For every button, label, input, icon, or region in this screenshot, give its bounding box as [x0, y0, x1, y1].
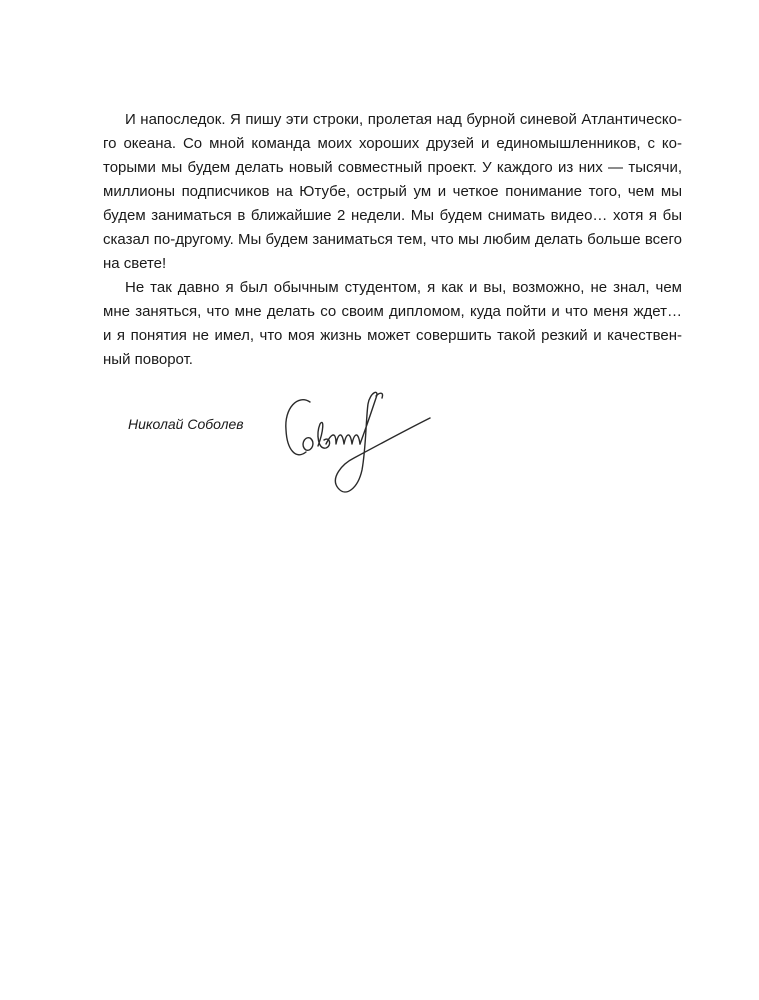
- paragraph-1-line-4: миллионы подписчиков на Ютубе, острый ум и четкое понимание того, чем мы: [103, 183, 682, 200]
- author-name: Николай Соболев: [128, 416, 244, 432]
- paragraph-1-line-2: го океана. Со мной команда моих хороших друзей и единомышленников, с ко-: [103, 135, 682, 152]
- handwritten-signature: [280, 388, 440, 508]
- signature-stroke-loop: [335, 392, 430, 492]
- signature-stroke-c: [286, 400, 310, 455]
- paragraph-1-line-5: будем заниматься в ближайшие 2 недели. Мы будем снимать видео… хотя я бы: [103, 207, 682, 224]
- signature-stroke-o: [303, 438, 313, 451]
- paragraph-1-line-3: торыми мы будем делать новый совместный проект. У каждого из них — тысячи,: [103, 159, 682, 176]
- signature-stroke-middle: [326, 435, 360, 444]
- signature-strokes: [286, 392, 430, 492]
- paragraph-2-line-2: мне заняться, что мне делать со своим дипломом, куда пойти и что меня ждет…: [103, 303, 682, 320]
- signature-stroke-b: [318, 422, 330, 448]
- paragraph-2-line-3: и я понятия не имел, что моя жизнь может совершить такой резкий и качествен-: [103, 327, 682, 344]
- paragraph-1-line-7: на свете!: [103, 255, 167, 272]
- paragraph-2-line-4: ный поворот.: [103, 351, 193, 368]
- paragraph-2-line-1: Не так давно я был обычным студентом, я как и вы, возможно, не знал, чем: [125, 279, 682, 296]
- paragraph-1-line-6: сказал по-другому. Мы будем заниматься тем, что мы любим делать больше всего: [103, 231, 682, 248]
- paragraph-1-line-1: И напоследок. Я пишу эти строки, пролетая над бурной синевой Атлантическо-: [125, 111, 682, 128]
